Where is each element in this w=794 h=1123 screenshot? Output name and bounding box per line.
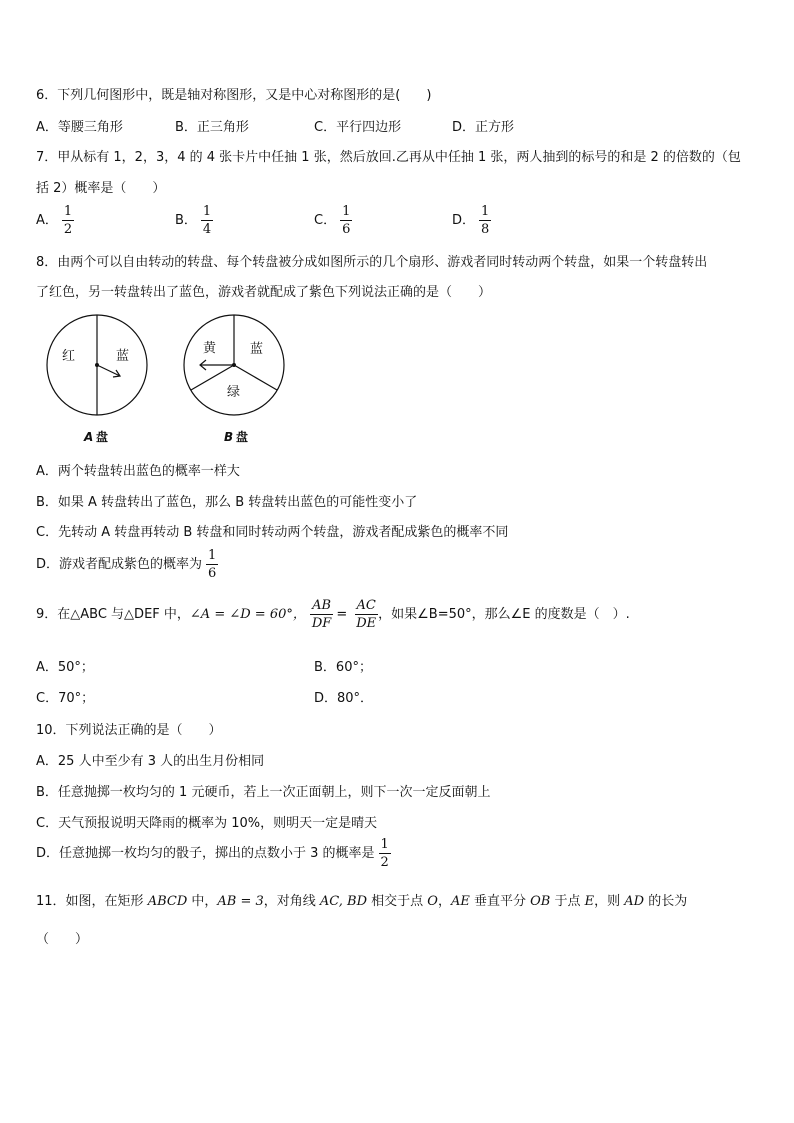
fraction-denominator: DF: [311, 616, 332, 631]
q11-text-5: ，: [437, 894, 451, 909]
q9-option-b: B．60°；: [314, 660, 372, 675]
q11-math-6: OB: [530, 894, 551, 909]
fraction-numerator: 1: [63, 204, 73, 219]
q11-math-5: AE: [450, 894, 470, 909]
q11-text-8: ，则: [594, 894, 625, 909]
q7-option-a-fraction: [62, 204, 74, 237]
q8-option-d-text: D．游戏者配成紫色的概率为: [36, 557, 203, 572]
fraction-numerator: 1: [342, 204, 351, 219]
q9-angle-equation: ∠A = ∠D = 60°，: [189, 607, 306, 622]
q8-option-d-fraction: [206, 548, 218, 581]
fraction-numerator: 1: [380, 837, 389, 852]
q11-text-3: ，对角线: [263, 894, 320, 909]
q7-option-c-fraction: [340, 204, 352, 237]
fraction-denominator: 2: [380, 855, 389, 870]
q11-text-4: 相交于点: [367, 894, 428, 909]
spinner-a-left-label: 红: [62, 349, 76, 364]
q9-option-c: C．70°；: [36, 691, 95, 706]
q9-option-a: A．50°；: [36, 660, 94, 675]
q10-option-c: C．天气预报说明天降雨的概率为 10%，则明天一定是晴天: [36, 816, 378, 831]
q9-stem-suffix: ，如果∠B=50°，那么∠E 的度数是（ ）.: [378, 607, 630, 622]
q7-option-b-label: B．: [175, 213, 197, 228]
spinner-b-label-2: 蓝: [250, 342, 264, 357]
fraction-numerator: AC: [356, 598, 376, 613]
q11-text-2: 中，: [187, 894, 218, 909]
q6-option-d: D．正方形: [452, 120, 515, 135]
q7-stem-line1: 7．甲从标有 1，2，3，4 的 4 张卡片中任抽 1 张，然后放回.乙再从中任抽 1 张，两人抽到的标号的和是 2 的倍数的（包: [36, 150, 741, 165]
q11-math-1: ABCD: [147, 894, 188, 909]
q7-option-d-label: D．: [452, 213, 476, 228]
spinner-b-caption-letter: B: [224, 430, 234, 444]
q7-option-d: [452, 204, 491, 237]
q11-answer-blank: （ ）: [36, 932, 89, 947]
spinner-b-caption-text: 盘: [236, 430, 249, 444]
q10-option-b: B．任意抛掷一枚均匀的 1 元硬币，若上一次正面朝上，则下一次一定反面朝上: [36, 785, 491, 800]
q7-option-a: [36, 204, 74, 237]
q7-option-d-fraction: [479, 204, 491, 237]
q8-stem-line2: 了红色，另一转盘转出了蓝色，游戏者就配成了紫色下列说法正确的是（ ）: [36, 285, 492, 300]
q11-stem: [36, 890, 687, 909]
q8-stem-line1: 8．由两个可以自由转动的转盘、每个转盘被分成如图所示的几个扇形、游戏者同时转动两个转盘，如果一个转盘转出: [36, 255, 708, 270]
q10-option-d: [36, 837, 391, 870]
q6-option-a: A．等腰三角形: [36, 120, 123, 135]
fraction-denominator: 6: [208, 566, 217, 581]
fraction-denominator: 4: [202, 222, 212, 237]
q9-stem: [36, 598, 630, 631]
spinner-b-label-3: 绿: [227, 385, 241, 400]
q11-text-1: 11．如图，在矩形: [36, 894, 148, 909]
q9-stem-prefix: 9．在△ABC 与△DEF 中，: [36, 607, 190, 622]
q9-fraction-2: [354, 598, 378, 631]
q11-math-8: AD: [624, 894, 645, 909]
spinner-b-divider-right: [234, 365, 277, 390]
q6-option-c: C．平行四边形: [314, 120, 402, 135]
fraction-numerator: 1: [208, 548, 217, 563]
q11-math-3: AC, BD: [319, 894, 368, 909]
fraction-denominator: DE: [356, 616, 377, 631]
q7-option-c-label: C．: [314, 213, 337, 228]
fraction-numerator: 1: [481, 204, 490, 219]
q10-option-d-fraction: [379, 837, 391, 870]
q11-text-9: 的长为: [644, 894, 688, 909]
fraction-denominator: 8: [481, 222, 490, 237]
spinner-a-right-label: 蓝: [116, 349, 130, 364]
q7-stem-line2: 括 2）概率是（ ）: [36, 181, 166, 196]
fraction-denominator: 2: [63, 222, 73, 237]
q10-option-d-text: D．任意抛掷一枚均匀的骰子，掷出的点数小于 3 的概率是: [36, 846, 375, 861]
q7-option-b: [175, 204, 213, 237]
q11-text-7: 于点: [550, 894, 585, 909]
spinner-a-caption-letter: A: [84, 430, 94, 444]
q6-stem: 6．下列几何图形中，既是轴对称图形，又是中心对称图形的是( ): [36, 88, 432, 103]
fraction-numerator: AB: [312, 598, 332, 613]
q11-math-2: AB = 3: [217, 894, 264, 909]
q8-option-a: A．两个转盘转出蓝色的概率一样大: [36, 464, 240, 479]
q11-math-4: O: [427, 894, 438, 909]
q9-equals-sign: =: [336, 607, 348, 622]
q6-option-b: B．正三角形: [175, 120, 249, 135]
q8-option-c: C．先转动 A 转盘再转动 B 转盘和同时转动两个转盘，游戏者配成紫色的概率不同: [36, 525, 509, 540]
q8-option-b: B．如果 A 转盘转出了蓝色，那么 B 转盘转出蓝色的可能性变小了: [36, 495, 418, 510]
q7-option-c: [314, 204, 352, 237]
q9-fraction-1: [310, 598, 333, 631]
fraction-numerator: 1: [202, 204, 212, 219]
q10-option-a: A．25 人中至少有 3 人的出生月份相同: [36, 754, 265, 769]
q7-option-b-fraction: [201, 204, 213, 237]
q11-text-6: 垂直平分: [469, 894, 531, 909]
q9-option-d: D．80°．: [314, 691, 374, 706]
spinner-a-figure: [40, 310, 160, 450]
spinner-a-caption-text: 盘: [96, 430, 109, 444]
q7-option-a-label: A．: [36, 213, 58, 228]
spinner-b-label-1: 黄: [203, 341, 217, 356]
q11-math-7: E: [584, 894, 595, 909]
q10-stem: 10．下列说法正确的是（ ）: [36, 723, 222, 738]
fraction-denominator: 6: [342, 222, 351, 237]
spinner-b-figure: [176, 310, 296, 450]
q8-option-d: [36, 548, 218, 581]
